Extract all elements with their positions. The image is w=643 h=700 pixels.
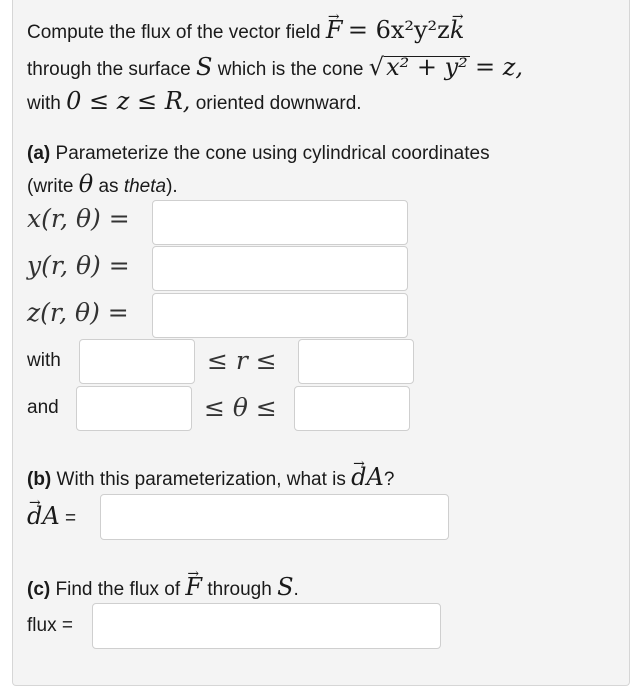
cone-radicand: x² + y² bbox=[386, 53, 468, 81]
dA-label-row bbox=[27, 504, 76, 531]
z-range: 0 ≤ z ≤ R, bbox=[66, 87, 191, 115]
theta-range-label: and bbox=[27, 397, 59, 418]
intro-text: Compute the flux of the vector field bbox=[27, 22, 321, 43]
unit-vector-k: → k bbox=[450, 18, 465, 42]
part-c-label: (c) bbox=[27, 579, 51, 600]
problem-line-2 bbox=[27, 55, 523, 82]
as-text: as bbox=[98, 176, 119, 197]
theta-lower-input[interactable] bbox=[76, 386, 192, 431]
theta-word: theta bbox=[123, 176, 167, 197]
part-b-text: With this parameterization, what is bbox=[56, 469, 346, 490]
field-equation: = 6x²y²z bbox=[347, 16, 450, 44]
theta-inequality: ≤ θ ≤ bbox=[204, 393, 277, 422]
flux-label: flux = bbox=[27, 615, 73, 636]
x-input[interactable] bbox=[152, 200, 408, 245]
dA-symbol: → dA bbox=[351, 465, 384, 489]
through-text: through bbox=[207, 579, 272, 600]
theta-upper-input[interactable] bbox=[294, 386, 410, 431]
r-upper-input[interactable] bbox=[298, 339, 414, 384]
dA-input[interactable] bbox=[100, 494, 449, 540]
part-c-heading bbox=[27, 575, 299, 602]
x-label: x(r, θ) = bbox=[27, 204, 130, 233]
write-open: (write bbox=[27, 176, 74, 197]
surface-symbol: S bbox=[196, 53, 213, 81]
F-symbol: → F bbox=[185, 575, 202, 599]
question-mark: ? bbox=[383, 469, 395, 490]
dA-label: → dA bbox=[27, 504, 60, 528]
part-b-heading bbox=[27, 465, 394, 492]
r-inequality: ≤ r ≤ bbox=[207, 346, 277, 375]
problem-line-3 bbox=[27, 89, 362, 116]
cone-rhs: = z, bbox=[475, 53, 524, 81]
y-input[interactable] bbox=[152, 246, 408, 291]
period: . bbox=[293, 579, 299, 600]
cone-intro: which is the cone bbox=[217, 59, 364, 80]
part-a-text: Parameterize the cone using cylindrical coordinates bbox=[55, 143, 490, 164]
z-input[interactable] bbox=[152, 293, 408, 338]
with-text: with bbox=[27, 93, 61, 114]
theta-symbol: θ bbox=[78, 170, 94, 198]
part-a-heading bbox=[27, 142, 490, 166]
r-lower-input[interactable] bbox=[79, 339, 195, 384]
problem-line-1 bbox=[27, 18, 464, 45]
part-a-note bbox=[27, 172, 178, 199]
field-symbol: → F bbox=[326, 18, 343, 42]
dA-equals: = bbox=[64, 508, 77, 529]
part-a-label: (a) bbox=[27, 143, 51, 164]
sqrt-sign: √ bbox=[368, 53, 385, 81]
flux-input[interactable] bbox=[92, 603, 441, 649]
orientation-text: oriented downward. bbox=[195, 93, 362, 114]
r-range-label: with bbox=[27, 350, 61, 371]
close-paren: ). bbox=[166, 176, 178, 197]
part-c-text: Find the flux of bbox=[55, 579, 181, 600]
S-symbol: S bbox=[277, 573, 294, 601]
y-label: y(r, θ) = bbox=[27, 251, 130, 280]
z-label: z(r, θ) = bbox=[27, 298, 129, 327]
part-b-label: (b) bbox=[27, 469, 52, 490]
surface-intro: through the surface bbox=[27, 59, 191, 80]
